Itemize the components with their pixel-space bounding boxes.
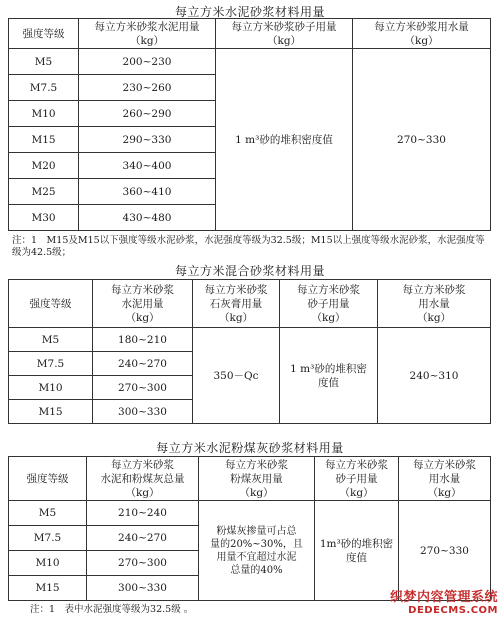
table-row-cement: 260~290 bbox=[79, 101, 216, 127]
header-sand: 每立方米砂浆砂子用量 （kg） bbox=[216, 19, 353, 49]
table-row-grade: M7.5 bbox=[9, 352, 93, 376]
table-row-grade: M5 bbox=[9, 328, 93, 352]
table-row-grade: M5 bbox=[9, 501, 87, 526]
header-water: 每立方米砂浆 用水量 （kg） bbox=[378, 280, 491, 328]
header-water: 每立方米砂浆 用水量 （kg） bbox=[399, 457, 491, 501]
table-row-cement: 270~300 bbox=[93, 376, 193, 400]
header-grade: 强度等级 bbox=[9, 19, 79, 49]
table-row-cement: 340~400 bbox=[79, 153, 216, 179]
table3-title: 每立方米水泥粉煤灰砂浆材料用量 bbox=[156, 441, 344, 455]
table-row-grade: M10 bbox=[9, 101, 79, 127]
table-row-grade: M15 bbox=[9, 576, 87, 601]
mixed-mortar-table bbox=[8, 279, 491, 424]
flyash-cell: 粉煤灰掺量可占总 量的20%~30%，且 用量不宜超过水泥 总量的40% bbox=[199, 501, 315, 601]
table-row-cement: 300~330 bbox=[93, 400, 193, 424]
table-row-cement: 210~240 bbox=[87, 501, 199, 526]
table-row-grade: M10 bbox=[9, 376, 93, 400]
table-row-cement: 360~410 bbox=[79, 179, 216, 205]
table-row-grade: M15 bbox=[9, 400, 93, 424]
header-grade: 强度等级 bbox=[9, 280, 93, 328]
table-row-cement: 230~260 bbox=[79, 75, 216, 101]
header-sand: 每立方米砂浆 砂子用量 （kg） bbox=[315, 457, 399, 501]
flyash-mortar-table bbox=[8, 456, 491, 601]
table-row-grade: M20 bbox=[9, 153, 79, 179]
sand-cell: 1 m³砂的堆积密 度值 bbox=[280, 328, 378, 424]
table-row-cement: 290~330 bbox=[79, 127, 216, 153]
header-water: 每立方米砂浆用水量 （kg） bbox=[353, 19, 491, 49]
water-cell: 270~330 bbox=[353, 49, 491, 231]
header-cement: 每立方米砂浆水泥用量 （kg） bbox=[79, 19, 216, 49]
water-cell: 270~330 bbox=[399, 501, 491, 601]
table2-title: 每立方米混合砂浆材料用量 bbox=[174, 264, 325, 278]
table-row-grade: M30 bbox=[9, 205, 79, 231]
sand-cell: 1m³砂的堆积密 度值 bbox=[315, 501, 399, 601]
table-row-grade: M10 bbox=[9, 551, 87, 576]
dedecms-watermark bbox=[390, 586, 498, 616]
table-row-grade: M5 bbox=[9, 49, 79, 75]
header-grade: 强度等级 bbox=[9, 457, 87, 501]
header-flyash: 每立方米砂浆 粉煤灰用量 （kg） bbox=[199, 457, 315, 501]
header-lime: 每立方米砂浆 石灰膏用量 （kg） bbox=[193, 280, 280, 328]
table1-title: 每立方米水泥砂浆材料用量 bbox=[174, 5, 325, 19]
table3-note: 注：1 表中水泥强度等级为32.5级 。 bbox=[30, 604, 194, 615]
watermark-line1: 织梦内容管理系统 bbox=[389, 590, 498, 605]
lime-cell: 350－Qc bbox=[193, 328, 280, 424]
water-cell: 240~310 bbox=[378, 328, 491, 424]
table-row-cement: 430~480 bbox=[79, 205, 216, 231]
table1-note: 注：1 M15及M15以下强度等级水泥砂浆，水泥强度等级为32.5级；M15以上强度等级水泥砂浆，水泥强度等级为42.5级； bbox=[12, 235, 485, 258]
header-sand: 每立方米砂浆 砂子用量 （kg） bbox=[280, 280, 378, 328]
table-row-grade: M25 bbox=[9, 179, 79, 205]
table-row-cement: 240~270 bbox=[87, 526, 199, 551]
table-row-grade: M7.5 bbox=[9, 526, 87, 551]
sand-cell: 1 m³砂的堆积密度值 bbox=[216, 49, 353, 231]
table-row-cement: 180~210 bbox=[93, 328, 193, 352]
table-row-cement: 240~270 bbox=[93, 352, 193, 376]
header-cement-flyash: 每立方米砂浆 水泥和粉煤灰总量 （kg） bbox=[87, 457, 199, 501]
table-row-grade: M15 bbox=[9, 127, 79, 153]
table-row-cement: 300~330 bbox=[87, 576, 199, 601]
table-row-cement: 200~230 bbox=[79, 49, 216, 75]
cement-mortar-table bbox=[8, 18, 491, 231]
header-cement: 每立方米砂浆 水泥用量 （kg） bbox=[93, 280, 193, 328]
table-row-grade: M7.5 bbox=[9, 75, 79, 101]
watermark-line2: DEDECMS.COM bbox=[408, 605, 498, 616]
table-row-cement: 270~300 bbox=[87, 551, 199, 576]
